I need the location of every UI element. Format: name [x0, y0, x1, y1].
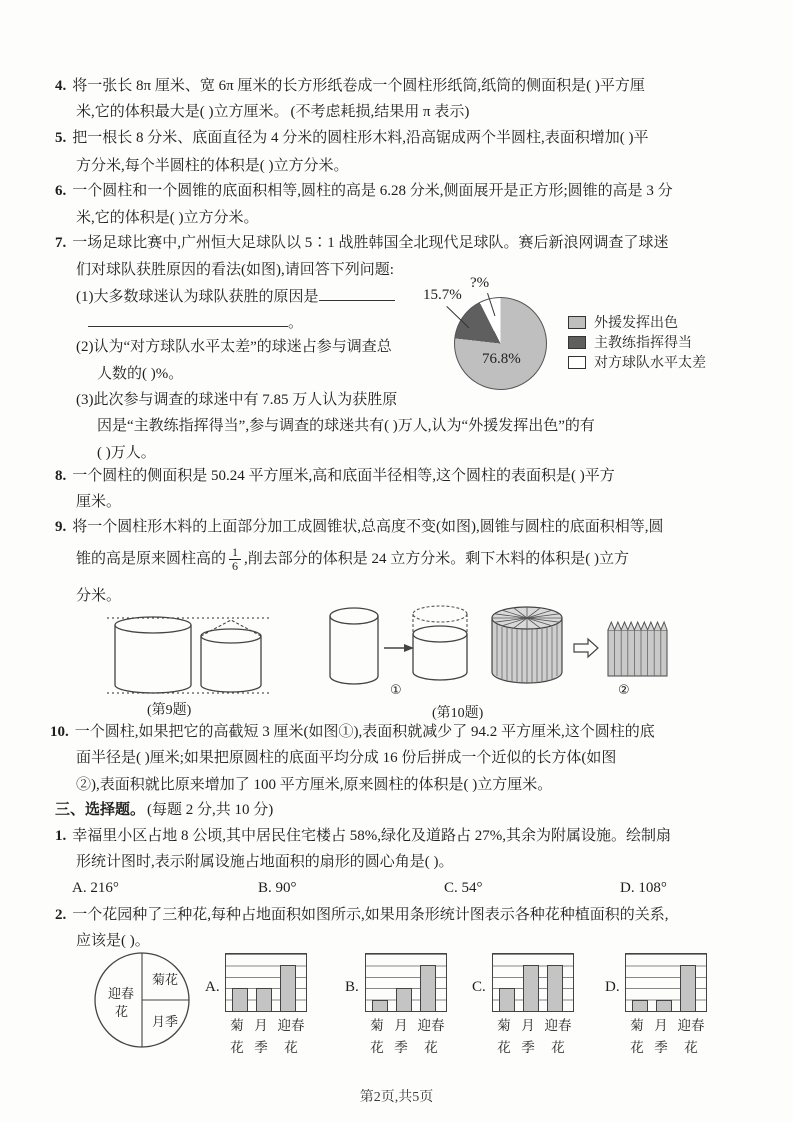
q4-number: 4.	[55, 78, 67, 94]
bar-chart-b	[365, 953, 447, 1012]
xlabel: 迎春	[677, 1018, 705, 1033]
bar-chart-d	[625, 953, 707, 1012]
c2-line2	[76, 931, 150, 951]
xlabel: 花	[230, 1040, 244, 1055]
xlabel: 花	[424, 1040, 438, 1055]
q6-line2	[76, 208, 259, 228]
pie-label-small: ?%	[470, 275, 490, 291]
q7-sub1-blank2	[88, 312, 303, 333]
pie-label-big: 76.8%	[482, 351, 521, 367]
bar	[256, 988, 272, 1011]
q9-text2a: 锥的高是原来圆柱高的	[76, 551, 227, 567]
bar	[499, 988, 515, 1011]
section-heading	[55, 800, 273, 820]
page-footer: 第2页,共5页	[359, 1090, 434, 1105]
q5-text1: 把一根长 8 分米、底面直径为 4 分米的圆柱形木料,沿高锯成两个半圆柱,表面积增加( )平	[72, 130, 649, 146]
legend-label-3: 对方球队水平太差	[594, 356, 706, 371]
q4-line2	[76, 102, 469, 122]
q7-blank-line2	[88, 312, 288, 327]
bar	[420, 965, 436, 1011]
legend-swatch-light	[568, 316, 586, 329]
q10-line1	[50, 722, 655, 742]
xlabel: 花	[684, 1040, 698, 1055]
bar	[632, 1000, 648, 1011]
xlabel: 迎春	[544, 1018, 572, 1033]
survey-pie-chart	[454, 297, 547, 390]
q8-text2: 厘米。	[76, 494, 122, 510]
xlabel-col	[365, 1015, 389, 1059]
c2-text1: 一个花园种了三种花,每种占地面积如图所示,如果用条形统计图表示各种花种植面积的关系,	[72, 907, 669, 923]
fraction-one-sixth	[229, 546, 241, 572]
bar-chart-c	[492, 953, 574, 1012]
bar	[680, 965, 696, 1011]
c1-option-a: A. 216°	[72, 880, 119, 896]
q8-text1: 一个圆柱的侧面积是 50.24 平方厘米,高和底面半径相等,这个圆柱的表面积是( )平方	[72, 468, 615, 484]
xlabel: 迎春	[417, 1018, 445, 1033]
option-d-letter: D.	[605, 979, 620, 995]
c1-option-b: B. 90°	[258, 880, 297, 896]
xlabel: 月	[254, 1018, 268, 1033]
xlabel: 菊	[630, 1018, 644, 1033]
option-b-letter: B.	[345, 979, 359, 995]
bar-chart-b-xlabels	[365, 1015, 449, 1059]
flower-pie-label-juhua: 菊花	[152, 972, 179, 987]
q7-sub1-text: (1)大多数球迷认为球队获胜的原因是	[76, 289, 319, 305]
c1-option-d: D. 108°	[620, 880, 667, 896]
q10-text1: 一个圆柱,如果把它的高截短 3 厘米(如图①),表面积就减少了 94.2 平方厘米,这个圆柱的底	[74, 724, 655, 740]
q9-line1	[55, 517, 664, 537]
c2-number: 2.	[55, 907, 67, 923]
bar-option-a	[205, 953, 317, 1065]
xlabel: 菊	[370, 1018, 384, 1033]
bar	[656, 1000, 672, 1011]
xlabel-col	[389, 1015, 413, 1059]
q7-text2: 们对球队获胜原因的看法(如图),请回答下列问题:	[76, 262, 394, 278]
q7-number: 7.	[55, 235, 67, 251]
q6-number: 6.	[55, 183, 67, 199]
xlabel-col	[625, 1015, 649, 1059]
q7-sub2a	[76, 337, 392, 357]
q9-line2	[76, 541, 629, 577]
bar-chart-a	[225, 953, 307, 1012]
legend-row-1	[568, 315, 706, 329]
q7-sub2b-text: 人数的( )%。	[97, 366, 184, 382]
xlabel: 月	[521, 1018, 535, 1033]
q10-cylinder-transform-diagram	[322, 602, 672, 702]
q6-line1	[55, 181, 673, 201]
bar-chart-c-xlabels	[492, 1015, 576, 1059]
pie-legend	[568, 315, 706, 375]
q8-line1	[55, 466, 615, 486]
q9-line3	[76, 586, 121, 606]
xlabel: 季	[394, 1040, 408, 1055]
legend-row-2	[568, 335, 706, 349]
q10-text2: 面半径是( )厘米;如果把原圆柱的底面平均分成 16 份后拼成一个近似的长方体(如图	[76, 750, 617, 766]
q5-text2: 方分米,每个半圆柱的体积是( )立方分米。	[76, 158, 349, 174]
xlabel: 花	[370, 1040, 384, 1055]
q9-number: 9.	[55, 519, 67, 535]
fraction-numerator: 1	[232, 544, 239, 559]
bar-option-c	[472, 953, 584, 1065]
xlabel-col	[273, 1015, 309, 1059]
xlabel: 月	[394, 1018, 408, 1033]
bar-option-d	[605, 953, 717, 1065]
q7-blank-line1	[319, 286, 395, 301]
bar-option-b	[345, 953, 457, 1065]
q9-text3: 分米。	[76, 588, 122, 604]
flower-pie-label-yingchun-2: 花	[115, 1004, 129, 1019]
xlabel: 季	[654, 1040, 668, 1055]
step2-label: ②	[618, 683, 630, 698]
xlabel: 迎春	[277, 1018, 305, 1033]
xlabel-col	[225, 1015, 249, 1059]
q9-text1: 将一个圆柱形木料的上面部分加工成圆锥状,总高度不变(如图),圆锥与圆柱的底面积相等,圆	[72, 519, 664, 535]
xlabel-col	[516, 1015, 540, 1059]
xlabel: 菊	[230, 1018, 244, 1033]
q4-note: (不考虑耗损,结果用 π 表示)	[290, 104, 470, 120]
q4-text1: 将一张长 8π 厘米、宽 6π 厘米的长方形纸卷成一个圆柱形纸筒,纸筒的侧面积是( )平方厘	[72, 78, 645, 94]
fraction-denominator: 6	[229, 559, 241, 573]
xlabel-col	[649, 1015, 673, 1059]
q7-sub3c	[97, 443, 156, 463]
c2-text2: 应该是( )。	[76, 933, 150, 949]
flower-pie-chart	[88, 950, 198, 1052]
q10-number: 10.	[50, 724, 69, 740]
xlabel: 月	[654, 1018, 668, 1033]
q10-diagram-caption: (第10题)	[432, 706, 484, 721]
legend-swatch-dark	[568, 336, 586, 349]
pie-label-mid: 15.7%	[423, 287, 462, 303]
c1-line2	[76, 852, 454, 872]
bar	[232, 988, 248, 1011]
q6-text1: 一个圆柱和一个圆锥的底面积相等,圆柱的高是 6.28 分米,侧面展开是正方形;圆锥的高是 3 分	[72, 183, 673, 199]
step1-label: ①	[390, 683, 402, 698]
flower-pie-label-yingchun-1: 迎春	[108, 986, 135, 1001]
xlabel: 花	[630, 1040, 644, 1055]
c2-line1	[55, 905, 669, 925]
q10-line2	[76, 748, 616, 768]
q5-number: 5.	[55, 130, 67, 146]
q8-number: 8.	[55, 468, 67, 484]
c1-number: 1.	[55, 828, 67, 844]
bar-chart-a-xlabels	[225, 1015, 309, 1059]
c1-option-c: C. 54°	[444, 880, 483, 896]
q7-sub3a-text: (3)此次参与调查的球迷中有 7.85 万人认为获胜原	[76, 392, 398, 408]
q6-text2: 米,它的体积是( )立方分米。	[76, 210, 259, 226]
xlabel-col	[413, 1015, 449, 1059]
bar	[523, 965, 539, 1011]
q10-text3: ②),表面积就比原来增加了 100 平方厘米,原来圆柱的体积是( )立方厘米。	[76, 777, 553, 793]
bar	[372, 1000, 388, 1011]
xlabel: 季	[521, 1040, 535, 1055]
xlabel: 季	[254, 1040, 268, 1055]
sector-spokes	[492, 607, 562, 629]
xlabel-col	[249, 1015, 273, 1059]
q9-diagram-caption: (第9题)	[147, 703, 192, 718]
xlabel: 花	[497, 1040, 511, 1055]
xlabel-col	[540, 1015, 576, 1059]
q4-text2: 米,它的体积最大是( )立方厘米。	[76, 104, 289, 120]
bar	[280, 965, 296, 1011]
c1-line1	[55, 826, 671, 846]
q10-line3	[76, 775, 552, 795]
q7-sub3b-text: 因是“主教练指挥得当”,参与调查的球迷共有( )万人,认为“外援发挥出色”的有	[97, 418, 595, 434]
legend-label-2: 主教练指挥得当	[594, 336, 692, 351]
q7-line2	[76, 260, 394, 280]
q7-blank-period: 。	[288, 315, 304, 331]
c1-text1: 幸福里小区占地 8 公顷,其中居民住宅楼占 58%,绿化及道路占 27%,其余为附属设施。绘制扇	[72, 828, 671, 844]
section-note: (每题 2 分,共 10 分)	[147, 802, 274, 818]
xlabel-col	[492, 1015, 516, 1059]
bar-chart-d-xlabels	[625, 1015, 709, 1059]
legend-row-3	[568, 355, 706, 369]
q4-line1	[55, 76, 645, 96]
q7-sub1	[76, 286, 395, 307]
q7-text1: 一场足球比赛中,广州恒大足球队以 5∶1 战胜韩国全北现代足球队。赛后新浪网调查了球迷	[72, 235, 669, 251]
bar	[547, 965, 563, 1011]
legend-label-1: 外援发挥出色	[594, 316, 678, 331]
bar	[396, 988, 412, 1011]
q7-sub3a	[76, 390, 397, 410]
q7-line1	[55, 233, 669, 253]
q7-sub2b	[97, 364, 183, 384]
xlabel-col	[673, 1015, 709, 1059]
q8-line2	[76, 492, 121, 512]
q7-sub3b	[97, 416, 595, 436]
q7-sub2a-text: (2)认为“对方球队水平太差”的球迷占参与调查总	[76, 339, 392, 355]
q5-line1	[55, 128, 649, 148]
legend-swatch-white	[568, 356, 586, 369]
xlabel: 菊	[497, 1018, 511, 1033]
q9-text2b: ,削去部分的体积是 24 立方分米。剩下木料的体积是( )立方	[244, 551, 630, 567]
xlabel: 花	[284, 1040, 298, 1055]
xlabel: 花	[551, 1040, 565, 1055]
section-title: 三、选择题。	[55, 802, 146, 818]
q7-sub3c-text: ( )万人。	[97, 445, 156, 461]
option-c-letter: C.	[472, 979, 486, 995]
flower-pie-label-yueji: 月季	[152, 1014, 179, 1029]
q5-line2	[76, 156, 349, 176]
q9-cylinders-diagram	[103, 610, 275, 702]
c1-text2: 形统计图时,表示附属设施占地面积的扇形的圆心角是( )。	[76, 854, 454, 870]
option-a-letter: A.	[205, 979, 220, 995]
